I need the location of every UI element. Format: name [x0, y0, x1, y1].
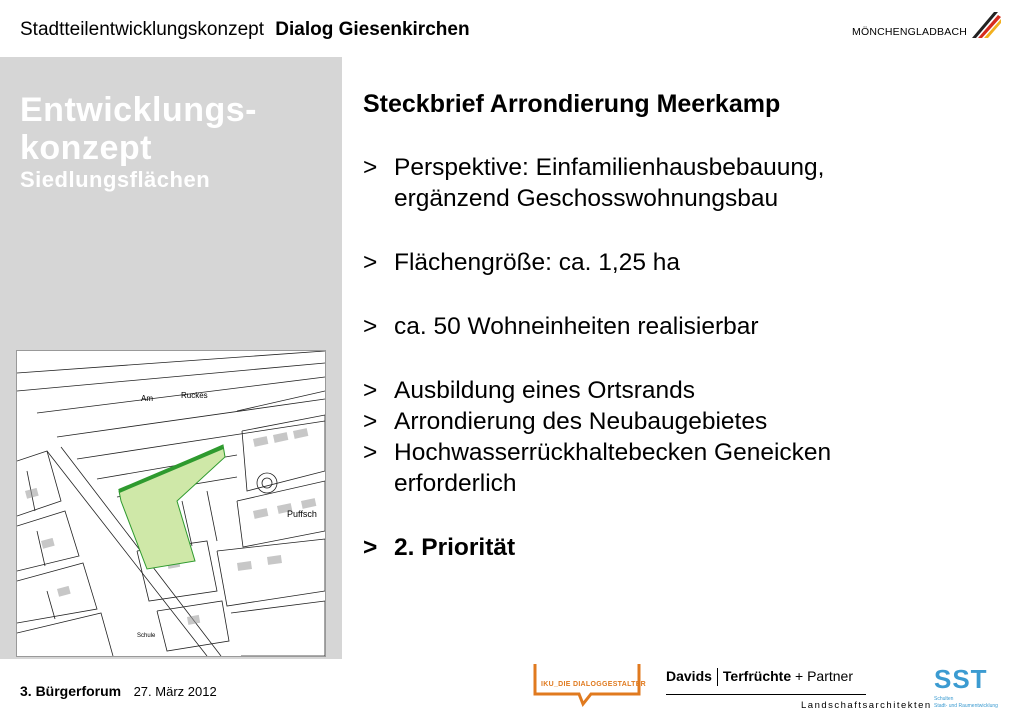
- page-title: Steckbrief Arrondierung Meerkamp: [363, 90, 781, 118]
- map-label-am: Am: [141, 394, 153, 403]
- section-title: [20, 91, 257, 167]
- project-title: Stadtteilentwicklungskonzept: [20, 19, 264, 40]
- date-label: 27. März 2012: [133, 684, 217, 699]
- bullet-text: Hochwasserrückhaltebecken Geneicken: [394, 439, 832, 466]
- forum-label: 3. Bürgerforum: [20, 683, 122, 699]
- dialog-title: Dialog Giesenkirchen: [275, 19, 470, 40]
- bullet-marker: >: [363, 408, 378, 435]
- bullet-text: Ausbildung eines Ortsrands: [394, 377, 695, 404]
- bullet-ortsrand: [363, 375, 831, 406]
- sst-line2: Stadt- und Raumentwicklung: [934, 703, 998, 709]
- bullet-marker: >: [363, 377, 378, 404]
- logo-rule: [666, 694, 866, 695]
- bullet-prioritaet: [363, 532, 831, 563]
- logo-partner: + Partner: [795, 668, 853, 684]
- section-title-line1: Entwicklungs-: [20, 91, 257, 129]
- bullet-text: Flächengröße: ca. 1,25 ha: [394, 249, 681, 276]
- logo-terfruechte: Terfrüchte: [722, 668, 792, 684]
- logo-davids: Davids: [666, 668, 712, 684]
- bullet-text-cont: erforderlich: [394, 470, 517, 497]
- map-label-schule: Schule: [137, 633, 156, 639]
- bullet-hochwasser: [363, 437, 831, 499]
- bullet-text: Perspektive: Einfamilienhausbebauung,: [394, 154, 825, 181]
- footer-event: [20, 683, 217, 701]
- bullet-marker: >: [363, 154, 378, 181]
- bullet-perspektive: [363, 152, 831, 214]
- logo-landschaft: Landschaftsarchitekten: [801, 700, 932, 711]
- bullet-marker: >: [363, 534, 378, 561]
- section-subtitle: Siedlungsflächen: [20, 167, 211, 192]
- davids-terfruechte-logo: [666, 664, 932, 712]
- bullet-text-cont: ergänzend Geschosswohnungsbau: [394, 185, 779, 212]
- dialoggestalter-text: IKU_DIE DIALOGGESTALTER: [541, 681, 647, 688]
- bullet-marker: >: [363, 313, 378, 340]
- site-map: [16, 350, 326, 657]
- cadastral-map: [17, 351, 325, 656]
- city-logo: [852, 10, 1002, 42]
- logo-separator: [717, 668, 718, 686]
- bullet-arrondierung: [363, 406, 831, 437]
- bullet-marker: >: [363, 249, 378, 276]
- header-title: [20, 19, 470, 41]
- sst-line1: Schulten: [934, 696, 954, 702]
- bullet-text: Arrondierung des Neubaugebietes: [394, 408, 768, 435]
- sst-logo: [930, 662, 1010, 712]
- city-logo-stripes-icon: [968, 10, 1002, 40]
- bullet-wohneinheiten: [363, 311, 831, 342]
- bullet-text: 2. Priorität: [394, 534, 516, 561]
- bullet-flaechengroesse: [363, 247, 831, 278]
- map-label-ruckes: Ruckes: [181, 391, 208, 400]
- sst-mark: SST: [934, 664, 988, 694]
- map-label-puffsch: Puffsch: [287, 509, 317, 519]
- bullet-list: [363, 152, 831, 563]
- section-title-line2: konzept: [20, 129, 152, 167]
- dialoggestalter-logo: [531, 660, 647, 710]
- side-panel: [0, 57, 342, 659]
- city-logo-text: MÖNCHENGLADBACH: [852, 26, 968, 38]
- bullet-text: ca. 50 Wohneinheiten realisierbar: [394, 313, 759, 340]
- bullet-marker: >: [363, 439, 378, 466]
